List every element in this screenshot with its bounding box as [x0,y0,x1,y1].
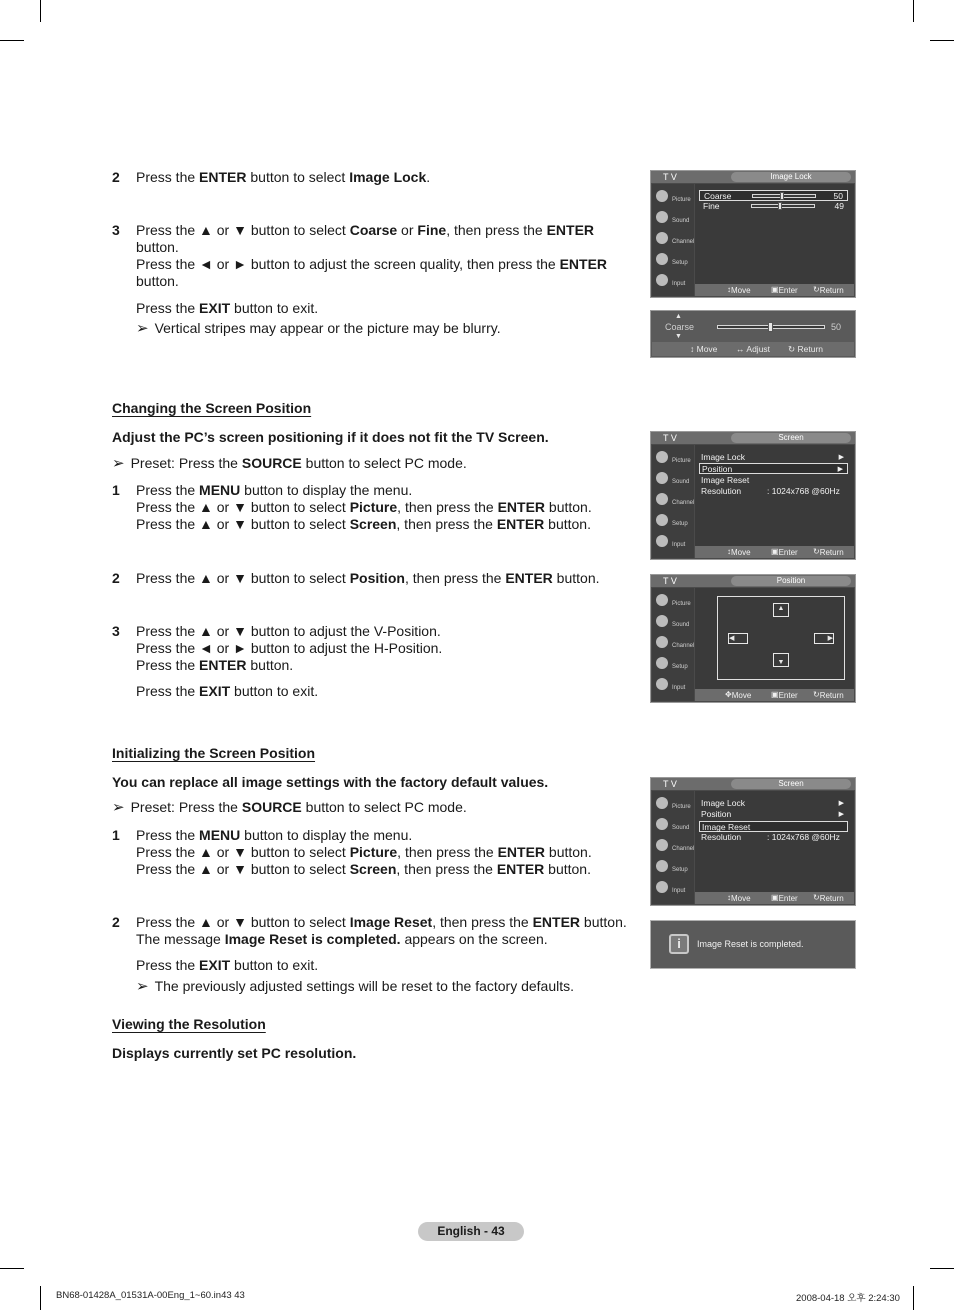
osd-row-fine: Fine 49 [703,201,844,211]
step-number: 3 [112,623,120,639]
osd-image-lock-panel [650,170,856,298]
picture-icon [656,190,668,202]
coarse-bar-label: Coarse [665,322,695,332]
step-number: 3 [112,222,120,238]
osd-title: Image Lock [731,172,851,182]
setup-icon [656,860,668,872]
note-arrow-icon: ➢ [112,799,125,816]
osd-sidebar-item-input: Input [654,272,694,292]
osd-menu-item-image-lock: Image Lock ▶ [701,452,844,462]
enter-hint: ▣ Enter [771,285,798,295]
osd-tv-label: T V [663,576,677,586]
crop-mark [930,40,954,41]
down-arrow-icon: ▼ [675,333,682,340]
enter-hint: ▣ Enter [771,547,798,557]
setup-icon [656,253,668,265]
osd-sidebar-item-setup: Setup [654,858,694,878]
osd-sidebar-item-input: Input [654,533,694,553]
step-number: 2 [112,914,120,930]
move-hint: ✥ Move [725,690,752,700]
crop-mark [913,0,914,22]
osd-title: Position [731,576,851,586]
return-hint: ↻ Return [813,285,844,295]
osd-screen-panel-image-reset [650,777,856,906]
instruction-line: Press the ▲ or ▼ button to select Coarse or Fine, then press the ENTER [136,222,595,238]
preset-note: ➢ Preset: Press the SOURCE button to select PC mode. [112,799,467,816]
osd-main [695,588,854,689]
submenu-arrow-icon: ▶ [838,454,844,461]
coarse-slider-knob [780,192,784,200]
instruction-line: button. [136,273,179,289]
coarse-slider-track [752,194,816,198]
osd-sidebar-item-setup: Setup [654,251,694,271]
osd-sidebar-item-channel: Channel [654,230,694,250]
note-line: ➢ Vertical stripes may appear or the picture may be blurry. [136,320,501,337]
osd-tv-label: T V [663,433,677,443]
file-imprint: BN68-01428A_01531A-00Eng_1~60.in43 43 [56,1290,245,1301]
osd-sidebar-item-setup: Setup [654,512,694,532]
step-number: 2 [112,570,120,586]
osd-sidebar-item-picture: Picture [654,188,694,208]
channel-icon [656,636,668,648]
osd-footer [695,689,854,701]
osd-menu-item-image-reset: Image Reset [699,821,848,832]
note-line: ➢ The previously adjusted settings will be reset to the factory defaults. [136,978,575,995]
picture-icon [656,797,668,809]
sound-icon [656,615,668,627]
return-hint: ↻ Return [813,690,844,700]
osd-menu-item-image-lock: Image Lock ▶ [701,798,844,808]
osd-main [695,184,854,284]
instruction-line: Press the EXIT button to exit. [136,957,319,973]
osd-sidebar [652,791,694,904]
instruction-line: Press the ◄ or ► button to adjust the screen quality, then press the ENTER [136,256,608,272]
osd-menu-item-position: Position ▶ [699,463,848,474]
sound-icon [656,472,668,484]
osd-message-text: Image Reset is completed. [697,939,804,949]
osd-sidebar-item-sound: Sound [654,613,694,633]
osd-sidebar-item-setup: Setup [654,655,694,675]
input-icon [656,881,668,893]
osd-title: Screen [731,433,851,443]
osd-header [651,778,855,790]
sound-icon [656,818,668,830]
return-hint: ↻ Return [813,893,844,903]
enter-hint: ▣ Enter [771,690,798,700]
osd-position-panel [650,574,856,703]
crop-mark [40,1286,41,1310]
section-heading: Viewing the Resolution [112,1016,266,1032]
crop-mark [913,1286,914,1310]
position-right-icon: ▶ [814,633,834,644]
submenu-arrow-icon: ▶ [837,466,843,473]
osd-sidebar-item-channel: Channel [654,634,694,654]
osd-sidebar-item-channel: Channel [654,837,694,857]
instruction-line: button. [136,239,179,255]
step-number: 2 [112,169,120,185]
instruction-line: Press the EXIT button to exit. [136,300,319,316]
instruction-line: Press the MENU button to display the menu. [136,482,413,498]
section-subheading: Displays currently set PC resolution. [112,1045,357,1061]
osd-sidebar-item-input: Input [654,879,694,899]
instruction-line: Press the ENTER button. [136,657,294,673]
osd-sidebar-item-picture: Picture [654,795,694,815]
instruction-line: Press the ▲ or ▼ button to select Screen, then press the ENTER button. [136,861,591,877]
sound-icon [656,211,668,223]
osd-message-panel [650,920,856,969]
instruction-line: Press the ▲ or ▼ button to select Picture, then press the ENTER button. [136,499,592,515]
osd-menu-item-resolution: Resolution : 1024x768 @60Hz [701,486,840,496]
channel-icon [656,232,668,244]
section-heading: Changing the Screen Position [112,400,312,416]
move-hint: ↕ Move [727,285,751,295]
instruction-line: The message Image Reset is completed. appears on the screen. [136,931,548,947]
osd-sidebar-item-sound: Sound [654,816,694,836]
instruction-line: Press the ▲ or ▼ button to adjust the V-Position. [136,623,441,639]
osd-sidebar-item-picture: Picture [654,592,694,612]
crop-mark [0,40,24,41]
osd-row-coarse: Coarse 50 [699,190,848,201]
channel-icon [656,839,668,851]
osd-screen-panel-position [650,431,856,560]
note-arrow-icon: ➢ [136,978,149,995]
osd-coarse-bar-panel [650,310,856,358]
osd-sidebar [652,588,694,701]
fine-slider-knob [778,202,782,210]
up-arrow-icon: ▲ [675,313,682,320]
osd-header [651,171,855,183]
osd-sidebar-item-channel: Channel [654,491,694,511]
osd-sidebar-item-input: Input [654,676,694,696]
page-number: English - 43 [418,1222,524,1241]
instruction-line: Press the ▲ or ▼ button to select Picture, then press the ENTER button. [136,844,592,860]
setup-icon [656,514,668,526]
instruction-line: Press the MENU button to display the menu. [136,827,413,843]
date-imprint: 2008-04-18 오후 2:24:30 [796,1293,900,1304]
adjust-hint: ↔ Adjust [736,344,771,354]
osd-sidebar [652,184,694,296]
crop-mark [40,0,41,22]
note-arrow-icon: ➢ [136,320,149,337]
crop-mark [0,1268,24,1269]
input-icon [656,535,668,547]
section-heading: Initializing the Screen Position [112,745,316,761]
instruction-line: Press the ▲ or ▼ button to select Screen, then press the ENTER button. [136,516,591,532]
section-subheading: Adjust the PC’s screen positioning if it does not fit the TV Screen. [112,429,549,445]
picture-icon [656,451,668,463]
osd-title: Screen [731,779,851,789]
move-hint: ↕ Move [690,344,718,354]
setup-icon [656,657,668,669]
input-icon [656,274,668,286]
crop-mark [930,1268,954,1269]
instruction-line: Press the ENTER button to select Image Lock. [136,169,431,185]
section-subheading: You can replace all image settings with the factory default values. [112,774,549,790]
coarse-bar-value: 50 [831,322,842,332]
picture-icon [656,594,668,606]
coarse-bar-knob [768,322,773,332]
osd-sidebar-item-sound: Sound [654,209,694,229]
enter-hint: ▣ Enter [771,893,798,903]
note-arrow-icon: ➢ [112,455,125,472]
position-frame [717,596,845,680]
osd-header [651,575,855,587]
fine-slider-track [751,204,815,208]
osd-tv-label: T V [663,779,677,789]
preset-note: ➢ Preset: Press the SOURCE button to select PC mode. [112,455,467,472]
osd-main [695,791,854,892]
osd-tv-label: T V [663,172,677,182]
osd-footer [695,546,854,558]
position-left-icon: ◀ [728,633,748,644]
osd-menu-item-position: Position ▶ [701,809,844,819]
osd-menu-item-image-reset: Image Reset [701,475,750,485]
osd-sidebar [652,445,694,558]
submenu-arrow-icon: ▶ [838,800,844,807]
osd-main [695,445,854,546]
osd-footer [695,284,854,296]
move-hint: ↕ Move [727,893,751,903]
osd-header [651,432,855,444]
osd-sidebar-item-picture: Picture [654,449,694,469]
position-up-icon: ▲ [773,603,789,617]
osd-sidebar-item-sound: Sound [654,470,694,490]
instruction-line: Press the EXIT button to exit. [136,683,319,699]
input-icon [656,678,668,690]
instruction-line: Press the ▲ or ▼ button to select Image Reset, then press the ENTER button. [136,914,627,930]
step-number: 1 [112,482,120,498]
osd-footer [695,892,854,904]
osd-footer [652,342,854,356]
return-hint: ↻ Return [788,344,823,354]
submenu-arrow-icon: ▶ [838,811,844,818]
return-hint: ↻ Return [813,547,844,557]
instruction-line: Press the ◄ or ► button to adjust the H-Position. [136,640,443,656]
move-hint: ↕ Move [727,547,751,557]
channel-icon [656,493,668,505]
osd-menu-item-resolution: Resolution : 1024x768 @60Hz [701,832,840,842]
position-down-icon: ▼ [773,653,789,667]
info-icon: i [669,934,689,954]
instruction-line: Press the ▲ or ▼ button to select Position, then press the ENTER button. [136,570,600,586]
step-number: 1 [112,827,120,843]
